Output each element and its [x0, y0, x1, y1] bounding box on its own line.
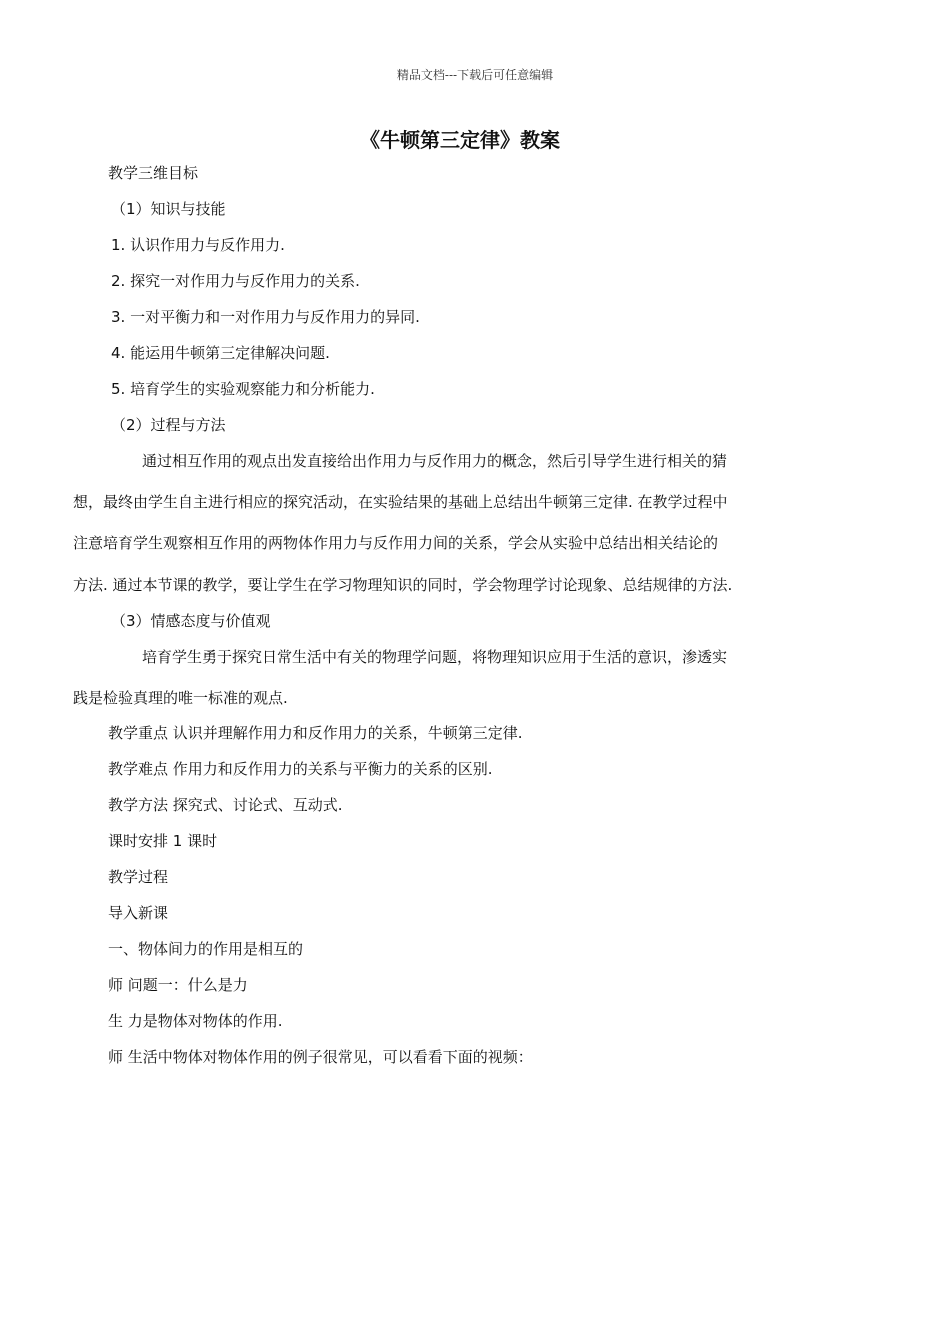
paragraph-line: 方法. 通过本节课的教学，要让学生在学习物理知识的同时，学会物理学讨论现象、总结规律的方法.	[73, 576, 733, 594]
list-item: 5. 培育学生的实验观察能力和分析能力.	[111, 380, 375, 398]
page-header: 精品文档---下载后可任意编辑	[396, 68, 554, 82]
dialogue-line: 师 生活中物体对物体作用的例子很常见，可以看看下面的视频：	[108, 1048, 533, 1066]
teaching-difficulty: 教学难点 作用力和反作用力的关系与平衡力的关系的区别.	[108, 760, 493, 778]
paragraph-line: 通过相互作用的观点出发直接给出作用力与反作用力的概念，然后引导学生进行相关的猜	[142, 452, 728, 470]
section-heading-intro: 导入新课	[108, 904, 169, 922]
teaching-method: 教学方法 探究式、讨论式、互动式.	[108, 796, 343, 814]
paragraph-line: 注意培育学生观察相互作用的两物体作用力与反作用力间的关系，学会从实验中总结出相关结论的	[73, 534, 719, 552]
section-heading-goals: 教学三维目标	[108, 164, 199, 182]
list-item: 1. 认识作用力与反作用力.	[111, 236, 285, 254]
paragraph-line: 践是检验真理的唯一标准的观点.	[73, 689, 288, 707]
list-item: 2. 探究一对作用力与反作用力的关系.	[111, 272, 360, 290]
subheading-process: （2）过程与方法	[111, 416, 226, 434]
lesson-schedule: 课时安排 1 课时	[108, 832, 218, 850]
dialogue-line: 生 力是物体对物体的作用.	[108, 1012, 283, 1030]
list-item: 3. 一对平衡力和一对作用力与反作用力的异同.	[111, 308, 420, 326]
dialogue-line: 师 问题一：什么是力	[108, 976, 248, 994]
document-title: 《牛顿第三定律》教案	[360, 128, 560, 152]
paragraph-line: 培育学生勇于探究日常生活中有关的物理学问题，将物理知识应用于生活的意识，渗透实	[142, 648, 728, 666]
subheading-knowledge: （1）知识与技能	[111, 200, 226, 218]
teaching-focus: 教学重点 认识并理解作用力和反作用力的关系，牛顿第三定律.	[108, 724, 523, 742]
list-item: 4. 能运用牛顿第三定律解决问题.	[111, 344, 330, 362]
paragraph-line: 想，最终由学生自主进行相应的探究活动，在实验结果的基础上总结出牛顿第三定律. 在教学过程中	[73, 493, 728, 511]
section-heading-part-one: 一、物体间力的作用是相互的	[108, 940, 304, 958]
section-heading-process: 教学过程	[108, 868, 169, 886]
subheading-values: （3）情感态度与价值观	[111, 612, 271, 630]
